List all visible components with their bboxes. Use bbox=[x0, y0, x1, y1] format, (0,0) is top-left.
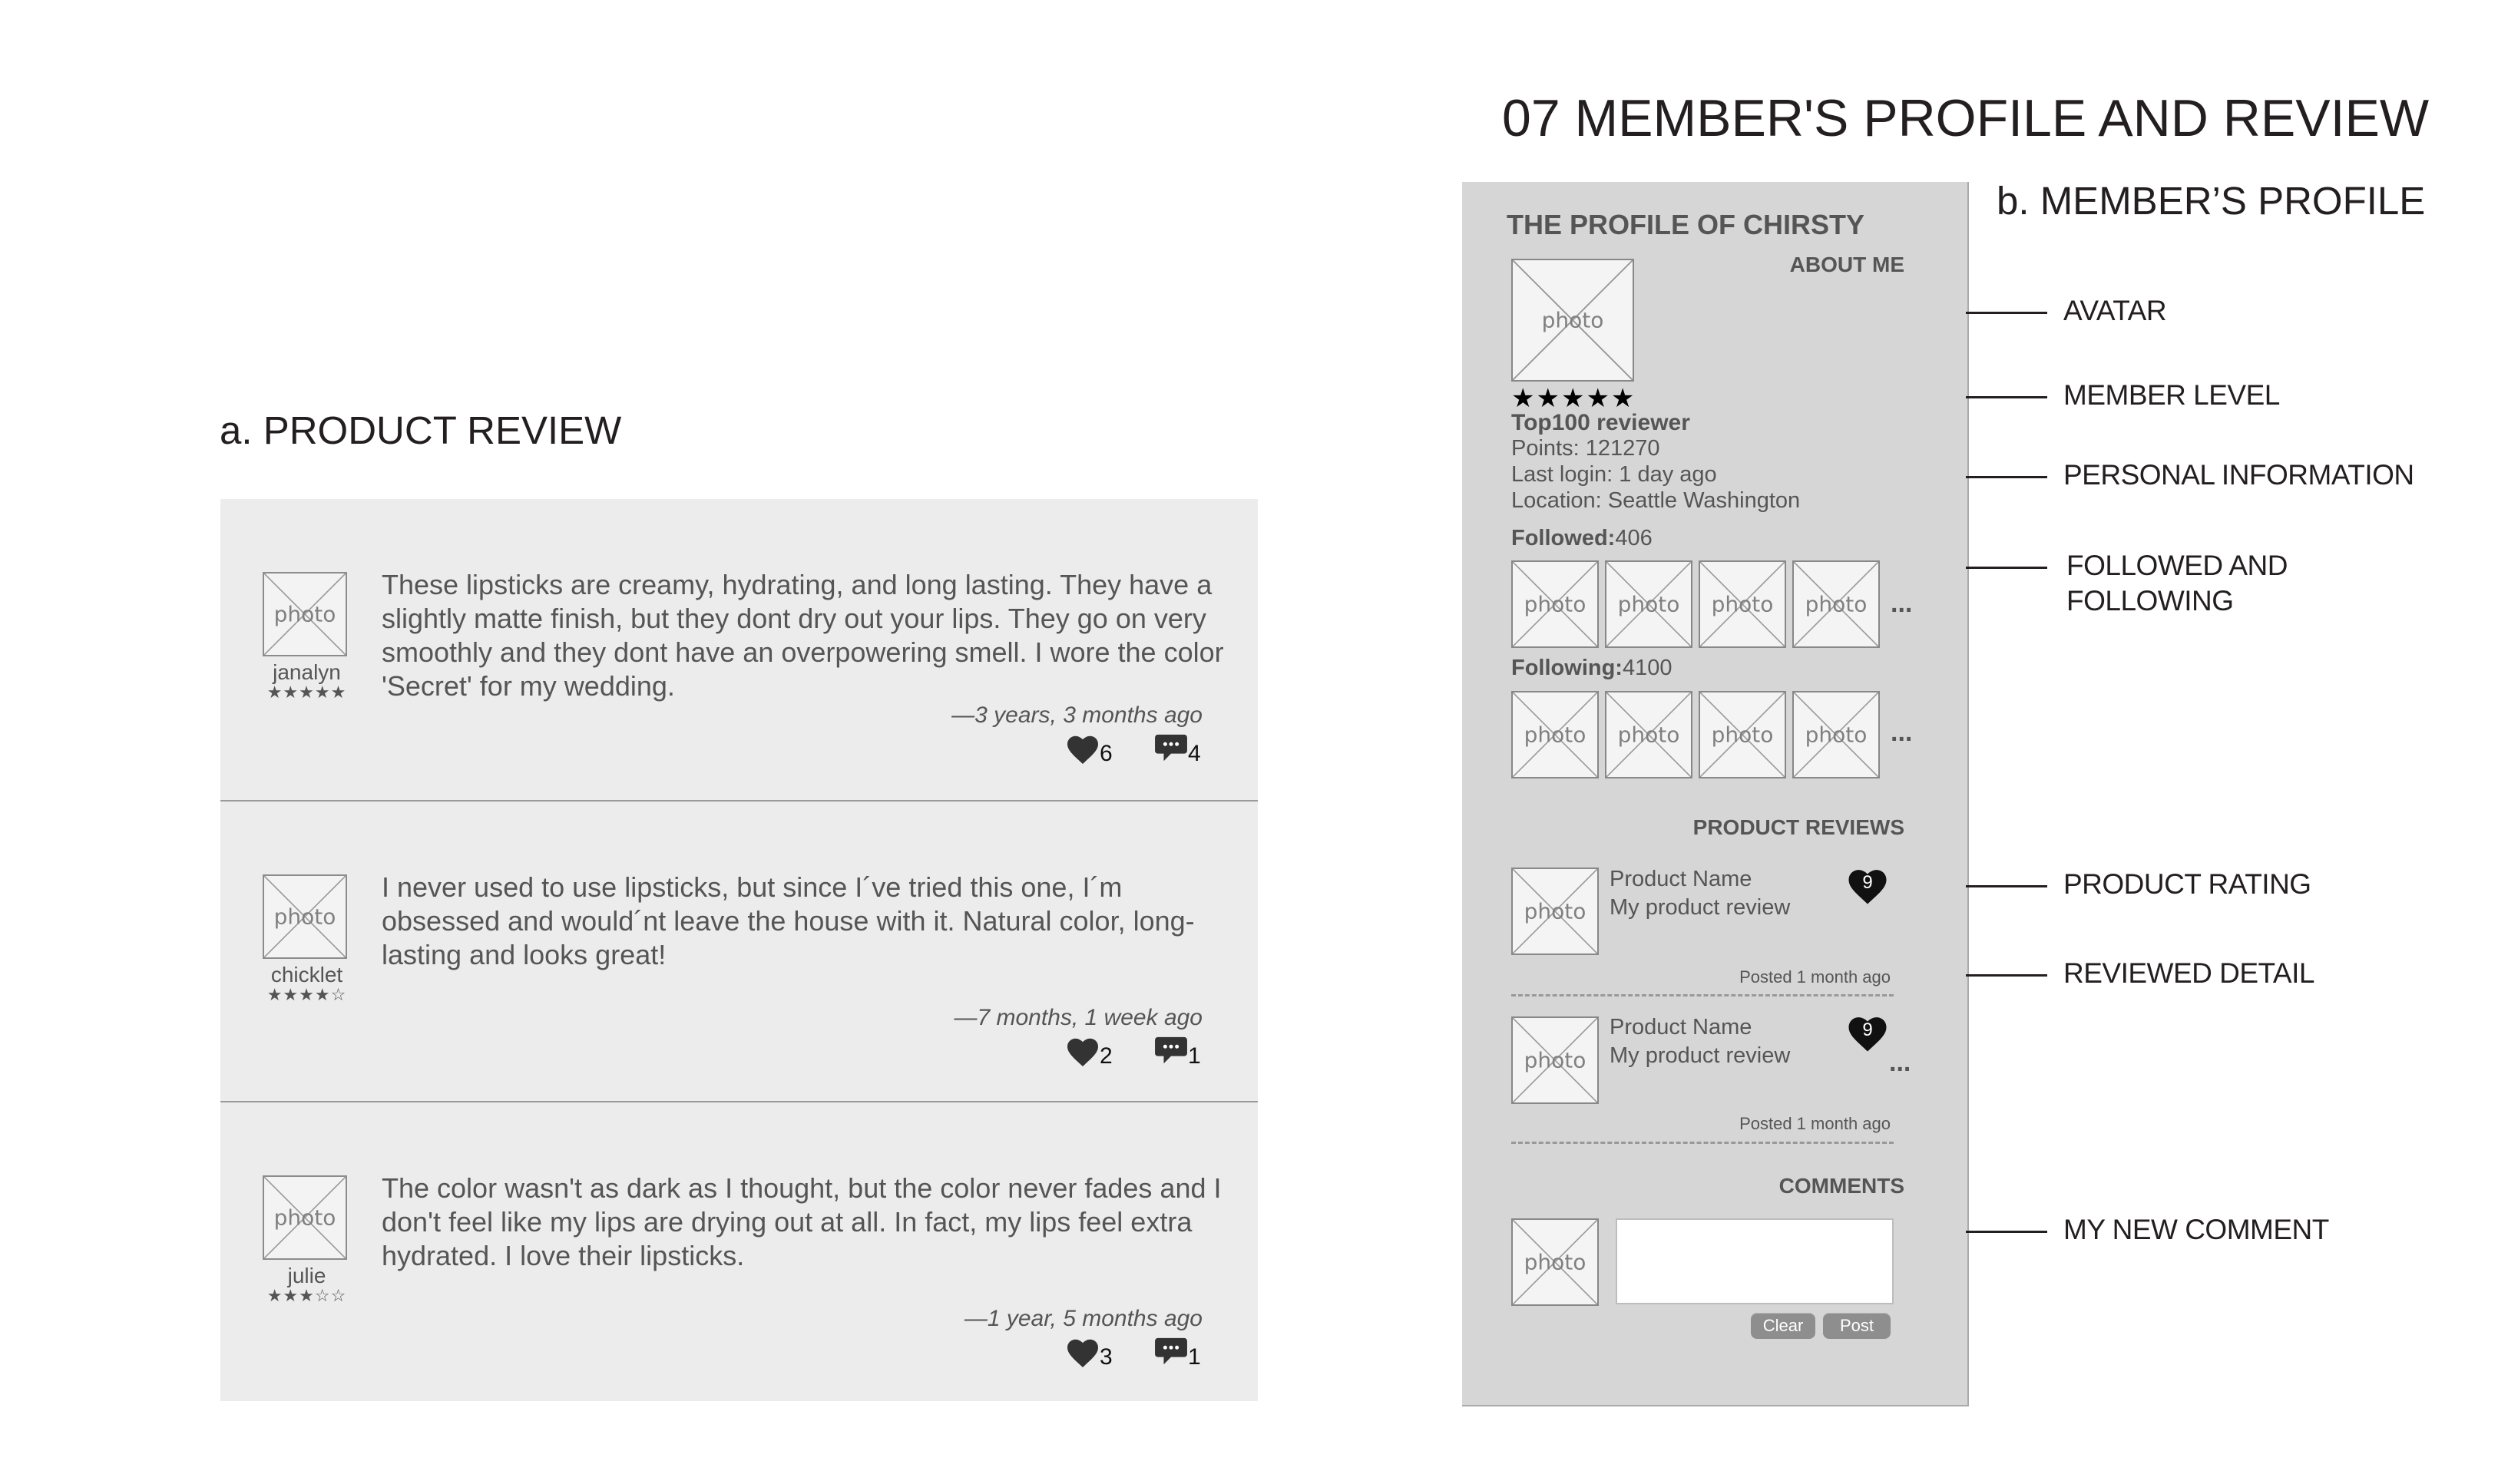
comment-button[interactable] bbox=[1153, 1337, 1201, 1370]
avatar-placeholder-icon[interactable] bbox=[1511, 259, 1634, 382]
heart-icon bbox=[1065, 1036, 1100, 1066]
followed-more-button[interactable]: ... bbox=[1891, 589, 1913, 618]
followed-member-photo[interactable]: photo bbox=[1792, 560, 1880, 648]
annotation-avatar: AVATAR bbox=[2063, 295, 2167, 326]
heart-icon bbox=[1065, 1337, 1100, 1367]
product-rating-heart-icon bbox=[1846, 1013, 1889, 1053]
like-count: 3 bbox=[1100, 1344, 1113, 1370]
following-more-button[interactable]: ... bbox=[1891, 718, 1913, 747]
review-date: —3 years, 3 months ago bbox=[951, 702, 1203, 728]
annotation-followed-and-following: FOLLOWED AND FOLLOWING bbox=[2066, 550, 2288, 616]
heart-icon bbox=[1065, 733, 1100, 764]
commenter-photo-placeholder-icon: photo bbox=[1511, 1218, 1599, 1306]
about-me-heading: ABOUT ME bbox=[1789, 253, 1904, 276]
reviewer-photo-placeholder-icon[interactable] bbox=[263, 874, 347, 959]
reviewer-photo-placeholder-icon[interactable] bbox=[263, 1175, 347, 1260]
photo-label: photo bbox=[273, 1205, 336, 1231]
reviewer-stars: ★★★☆☆ bbox=[266, 1287, 347, 1306]
page-title: 07 MEMBER'S PROFILE AND REVIEW bbox=[1502, 89, 2430, 147]
reviewer-stars: ★★★★★ bbox=[266, 683, 347, 702]
posted-date: Posted 1 month ago bbox=[1739, 1114, 1891, 1133]
profile-title: THE PROFILE OF CHIRSTY bbox=[1507, 209, 1865, 240]
review-item bbox=[220, 499, 1258, 798]
comment-count: 4 bbox=[1188, 741, 1201, 766]
following-count[interactable]: Following:4100 bbox=[1511, 656, 1673, 680]
product-review-text: My product review bbox=[1610, 895, 1791, 920]
section-b-heading: b. MEMBER’S PROFILE bbox=[1997, 179, 2426, 223]
photo-label: photo bbox=[273, 601, 336, 627]
product-photo-placeholder-icon[interactable]: photo bbox=[1511, 868, 1599, 955]
annotation-line bbox=[1966, 1231, 2047, 1233]
reviewer-stars: ★★★★☆ bbox=[266, 986, 347, 1005]
like-button[interactable] bbox=[1065, 733, 1113, 766]
following-member-photo[interactable]: photo bbox=[1605, 691, 1692, 778]
post-button[interactable]: Post bbox=[1823, 1313, 1891, 1339]
section-a-heading: a. PRODUCT REVIEW bbox=[220, 408, 622, 452]
product-review-panel bbox=[220, 499, 1258, 1401]
product-rating-heart-icon bbox=[1846, 865, 1889, 905]
reviewer-name[interactable]: chicklet bbox=[270, 963, 343, 987]
member-level-stars: ★★★★★ bbox=[1511, 383, 1636, 414]
photo-label: photo bbox=[1541, 307, 1604, 333]
product-rating-value: 9 bbox=[1862, 1020, 1873, 1040]
review-item bbox=[220, 800, 1258, 1101]
annotation-line bbox=[1966, 312, 2047, 314]
location: Location: Seattle Washington bbox=[1511, 488, 1801, 513]
review-text: I never used to use lipsticks, but since I´ve tried this one, I´m obsessed and would´nt leave the house with it. Natural color, long-lasting and looks great! bbox=[382, 871, 1195, 970]
following-member-photo[interactable]: photo bbox=[1511, 691, 1599, 778]
comment-button[interactable] bbox=[1153, 733, 1201, 766]
annotation-member-level: MEMBER LEVEL bbox=[2063, 379, 2280, 411]
like-button[interactable] bbox=[1065, 1337, 1113, 1370]
comment-count: 1 bbox=[1188, 1344, 1201, 1370]
member-profile-panel bbox=[1462, 182, 1969, 1406]
product-reviews-more-button[interactable]: ... bbox=[1889, 1048, 1911, 1077]
review-date: —7 months, 1 week ago bbox=[954, 1005, 1203, 1030]
review-text: The color wasn't as dark as I thought, but the color never fades and I don't feel like my lips are drying out at all. In fact, my lips feel extra hydrated. I love their lipsticks. bbox=[382, 1172, 1222, 1271]
product-name[interactable]: Product Name bbox=[1610, 1015, 1752, 1039]
speech-bubble-icon bbox=[1153, 733, 1189, 764]
points: Points: 121270 bbox=[1511, 436, 1660, 461]
reviewer-photo-placeholder-icon[interactable] bbox=[263, 572, 347, 656]
speech-bubble-icon bbox=[1153, 1337, 1189, 1367]
member-level: Top100 reviewer bbox=[1511, 410, 1690, 435]
product-name[interactable]: Product Name bbox=[1610, 867, 1752, 891]
divider bbox=[1511, 1142, 1894, 1144]
posted-date: Posted 1 month ago bbox=[1739, 967, 1891, 987]
divider bbox=[1511, 994, 1894, 996]
following-member-photo[interactable]: photo bbox=[1699, 691, 1786, 778]
annotation-line bbox=[1966, 567, 2047, 569]
annotation-line bbox=[1966, 885, 2047, 887]
following-member-photo[interactable]: photo bbox=[1792, 691, 1880, 778]
like-button[interactable] bbox=[1065, 1036, 1113, 1069]
followed-member-photo[interactable]: photo bbox=[1511, 560, 1599, 648]
reviewer-name[interactable]: julie bbox=[287, 1264, 326, 1287]
speech-bubble-icon bbox=[1153, 1036, 1189, 1066]
comment-button[interactable] bbox=[1153, 1036, 1201, 1069]
annotation-line bbox=[1966, 476, 2047, 478]
product-review-text: My product review bbox=[1610, 1043, 1791, 1068]
annotation-line bbox=[1966, 396, 2047, 398]
annotation-my-new-comment: MY NEW COMMENT bbox=[2063, 1214, 2329, 1245]
annotation-product-rating: PRODUCT RATING bbox=[2063, 868, 2311, 900]
like-count: 6 bbox=[1100, 741, 1113, 766]
review-text: These lipsticks are creamy, hydrating, and long lasting. They have a slightly matte finish, but they dont dry out your lips. They go on very smoothly and they dont have an overpowering smell. I wore the color 'Secret' for my wedding. bbox=[382, 569, 1224, 702]
followed-member-photo[interactable]: photo bbox=[1699, 560, 1786, 648]
last-login: Last login: 1 day ago bbox=[1511, 462, 1717, 487]
product-reviews-heading: PRODUCT REVIEWS bbox=[1692, 815, 1904, 839]
followed-member-photo[interactable]: photo bbox=[1605, 560, 1692, 648]
review-date: —1 year, 5 months ago bbox=[964, 1306, 1203, 1331]
followed-count[interactable]: Followed:406 bbox=[1511, 526, 1653, 550]
product-photo-placeholder-icon[interactable]: photo bbox=[1511, 1016, 1599, 1104]
clear-button[interactable]: Clear bbox=[1751, 1313, 1815, 1339]
product-rating-value: 9 bbox=[1862, 872, 1873, 893]
photo-label: photo bbox=[273, 904, 336, 930]
like-count: 2 bbox=[1100, 1043, 1113, 1069]
comment-count: 1 bbox=[1188, 1043, 1201, 1069]
annotation-line bbox=[1966, 974, 2047, 977]
annotation-reviewed-detail: REVIEWED DETAIL bbox=[2063, 957, 2314, 989]
comments-heading: COMMENTS bbox=[1778, 1174, 1904, 1198]
reviewer-name[interactable]: janalyn bbox=[273, 660, 341, 684]
annotation-personal-information: PERSONAL INFORMATION bbox=[2063, 459, 2414, 491]
comment-input[interactable] bbox=[1616, 1218, 1894, 1304]
review-item bbox=[220, 1101, 1258, 1402]
